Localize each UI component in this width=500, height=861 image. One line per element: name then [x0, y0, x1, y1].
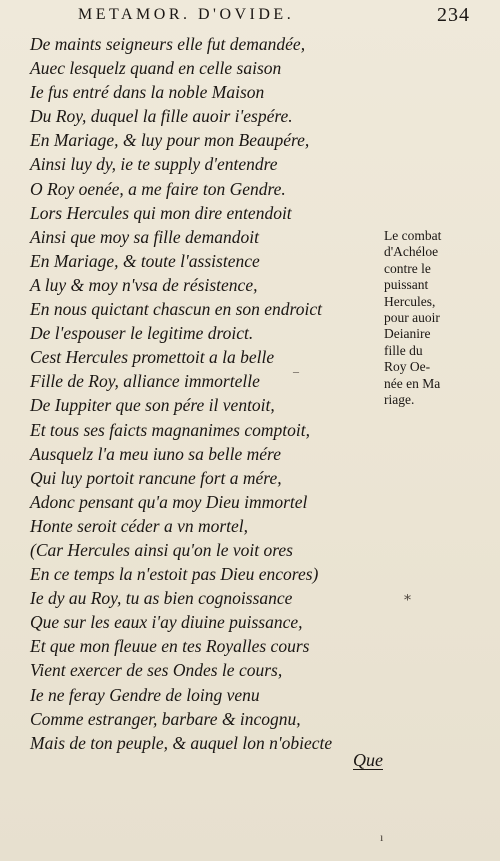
- verse-line: Ainsi luy dy, ie te supply d'entendre: [30, 154, 278, 175]
- page-header: [70, 4, 470, 28]
- verse-line: Ausquelz l'a meu iuno sa belle mére: [30, 443, 281, 464]
- verse-line: Et que mon fleuue en tes Royalles cours: [30, 636, 310, 657]
- verse-line: En nous quictant chascun en son endroict: [30, 299, 322, 320]
- verse-line: A luy & moy n'vsa de résistence,: [30, 274, 258, 295]
- verse-block: [30, 32, 375, 755]
- verse-line: Auec lesquelz quand en celle saison: [30, 58, 282, 79]
- verse-line: Fille de Roy, alliance immortelle: [30, 371, 260, 392]
- verse-line: Qui luy portoit rancune fort a mére,: [30, 467, 282, 488]
- verse-line: Mais de ton peuple, & auquel lon n'obiecte: [30, 732, 333, 753]
- verse-line: Et tous ses faicts magnanimes comptoit,: [30, 419, 310, 440]
- stray-mark: ı: [380, 830, 384, 844]
- verse-line: (Car Hercules ainsi qu'on le voit ores: [30, 539, 293, 560]
- running-title: METAMOR. D'OVIDE.: [78, 6, 295, 23]
- margin-note-line: Hercules,: [384, 293, 436, 309]
- verse-line: Lors Hercules qui mon dire entendoit: [30, 202, 292, 223]
- margin-note-line: puissant: [384, 277, 429, 293]
- verse-line: Adonc pensant qu'a moy Dieu immortel: [30, 491, 308, 512]
- verse-line: De maints seigneurs elle fut demandée,: [30, 34, 306, 54]
- verse-line: De Iuppiter que son pére il ventoit,: [30, 395, 275, 416]
- verse-line: Ie ne feray Gendre de loing venu: [30, 684, 260, 705]
- verse-line: En Mariage, & luy pour mon Beaupére,: [30, 130, 310, 151]
- margin-note-line: née en Ma: [384, 375, 441, 391]
- verse-line: Comme estranger, barbare & incognu,: [30, 708, 301, 729]
- verse-line: De l'espouser le legitime droict.: [30, 323, 254, 344]
- verse-line: En Mariage, & toute l'assistence: [30, 250, 260, 271]
- verse-line: En ce temps la n'estoit pas Dieu encores): [30, 564, 319, 585]
- stray-mark: ⁎: [404, 589, 411, 604]
- verse-line: O Roy oenée, a me faire ton Gendre.: [30, 178, 286, 199]
- margin-note-line: fille du: [384, 342, 423, 358]
- margin-note-line: Le combat: [384, 228, 442, 243]
- margin-note-line: contre le: [384, 260, 431, 276]
- verse-line: Que sur les eaux i'ay diuine puissance,: [30, 612, 303, 633]
- stray-mark: ‒: [293, 364, 299, 378]
- margin-note-line: Roy Oe-: [384, 359, 431, 375]
- verse-line: Cest Hercules promettoit a la belle: [30, 347, 275, 368]
- margin-note-line: riage.: [384, 392, 415, 408]
- verse-line: Du Roy, duquel la fille auoir i'espére.: [30, 106, 293, 127]
- verse-line: Ie dy au Roy, tu as bien cognoissance: [30, 588, 293, 609]
- catchword: Que: [353, 750, 383, 770]
- margin-note-line: d'Achéloe: [384, 244, 439, 260]
- margin-note: [384, 228, 484, 408]
- verse-line: Ie fus entré dans la noble Maison: [30, 82, 265, 103]
- verse-line: Vient exercer de ses Ondes le cours,: [30, 660, 283, 681]
- verse-line: Ainsi que moy sa fille demandoit: [30, 226, 259, 247]
- verse-line: Honte seroit céder a vn mortel,: [30, 515, 249, 536]
- margin-note-line: Deianire: [384, 326, 431, 342]
- page-number: 234: [437, 4, 470, 26]
- margin-note-line: pour auoir: [384, 310, 440, 326]
